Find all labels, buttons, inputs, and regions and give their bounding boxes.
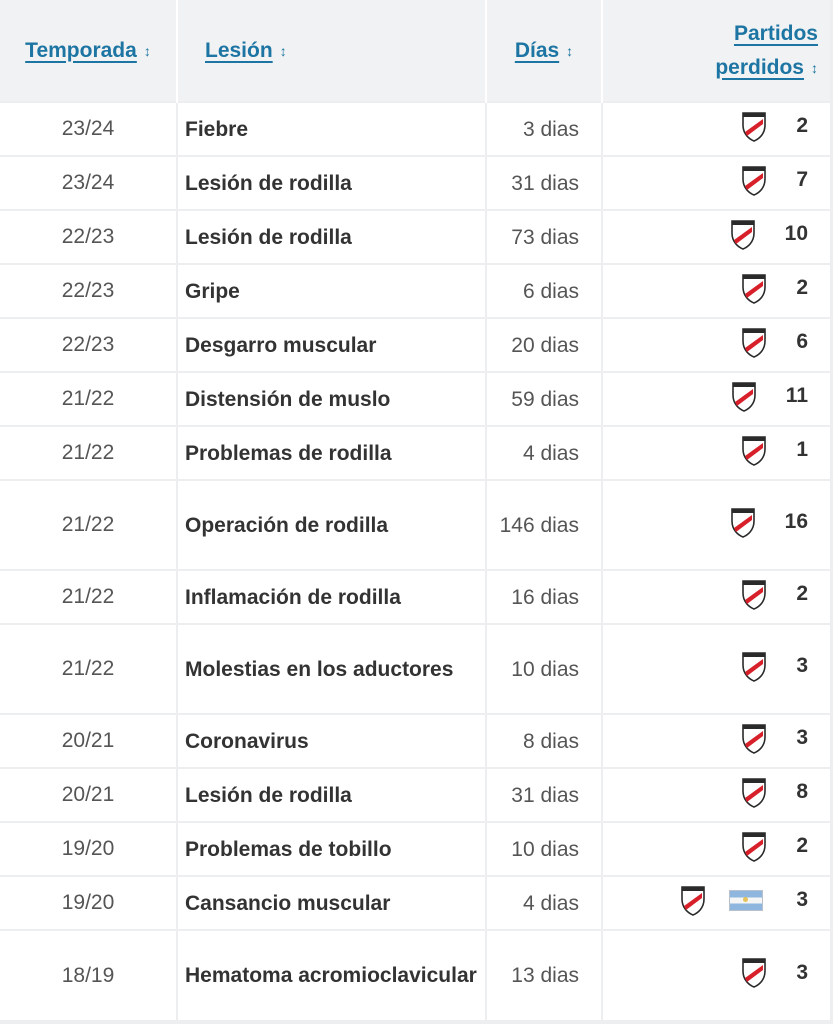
days-cell: 8 dias	[486, 714, 602, 768]
games-missed-content	[742, 327, 808, 358]
table-row	[0, 156, 830, 210]
season-cell: 20/21	[0, 714, 177, 768]
games-missed-count: 3	[796, 960, 808, 984]
table-row	[0, 714, 830, 768]
injury-cell: Fiebre	[177, 102, 486, 156]
header-games-missed[interactable]	[602, 0, 830, 102]
games-missed-cell	[602, 822, 830, 876]
games-missed-cell	[602, 372, 830, 426]
header-row	[0, 0, 830, 102]
games-missed-cell	[602, 210, 830, 264]
games-missed-content	[742, 777, 808, 808]
days-cell: 146 dias	[486, 480, 602, 570]
table-header	[0, 0, 830, 102]
table-row	[0, 768, 830, 822]
sort-icon[interactable]: ↕	[143, 42, 151, 59]
games-missed-count: 7	[796, 168, 808, 191]
games-missed-count: 2	[796, 582, 808, 605]
injury-cell: Molestias en los aductores	[177, 624, 486, 714]
games-missed-count: 3	[796, 654, 808, 677]
games-missed-content	[742, 273, 808, 304]
days-cell: 13 dias	[486, 930, 602, 1020]
table-row	[0, 822, 830, 876]
games-missed-count: 8	[796, 780, 808, 803]
games-missed-cell	[602, 768, 830, 822]
games-missed-count: 6	[796, 330, 808, 353]
club-crest-icon[interactable]	[731, 219, 755, 250]
club-crest-icon[interactable]	[742, 579, 766, 610]
days-cell: 16 dias	[486, 570, 602, 624]
injury-cell: Lesión de rodilla	[177, 156, 486, 210]
season-cell: 21/22	[0, 372, 177, 426]
days-cell: 4 dias	[486, 876, 602, 930]
header-games-line1[interactable]: Partidos	[733, 21, 818, 45]
injury-cell: Desgarro muscular	[177, 318, 486, 372]
days-cell: 10 dias	[486, 822, 602, 876]
club-crest-icon[interactable]	[742, 327, 766, 358]
season-cell: 21/22	[0, 480, 177, 570]
games-missed-count: 2	[796, 114, 808, 137]
table-row	[0, 930, 830, 1020]
games-missed-cell	[602, 318, 830, 372]
season-cell: 20/21	[0, 768, 177, 822]
season-cell: 19/20	[0, 822, 177, 876]
games-missed-content	[681, 885, 808, 916]
club-crest-icon[interactable]	[742, 273, 766, 304]
club-crest-icon[interactable]	[742, 723, 766, 754]
table-row	[0, 264, 830, 318]
games-missed-cell	[602, 714, 830, 768]
games-missed-content	[742, 723, 808, 754]
table-row	[0, 372, 830, 426]
games-missed-cell	[602, 930, 830, 1020]
days-cell: 10 dias	[486, 624, 602, 714]
header-season-label[interactable]: Temporada	[25, 38, 137, 62]
games-missed-content	[742, 165, 808, 196]
games-missed-cell	[602, 264, 830, 318]
sort-icon[interactable]: ↕	[279, 42, 287, 59]
season-cell: 23/24	[0, 102, 177, 156]
season-cell: 21/22	[0, 426, 177, 480]
injury-cell: Problemas de rodilla	[177, 426, 486, 480]
season-cell: 21/22	[0, 570, 177, 624]
games-missed-cell	[602, 480, 830, 570]
days-cell: 6 dias	[486, 264, 602, 318]
header-days[interactable]	[486, 0, 602, 102]
days-cell: 4 dias	[486, 426, 602, 480]
season-cell: 22/23	[0, 318, 177, 372]
injury-cell: Operación de rodilla	[177, 480, 486, 570]
season-cell: 21/22	[0, 624, 177, 714]
days-cell: 73 dias	[486, 210, 602, 264]
club-crest-icon[interactable]	[742, 831, 766, 862]
club-crest-icon[interactable]	[742, 435, 766, 466]
injury-cell: Problemas de tobillo	[177, 822, 486, 876]
games-missed-content	[742, 831, 808, 862]
club-crest-icon[interactable]	[742, 165, 766, 196]
days-cell: 59 dias	[486, 372, 602, 426]
season-cell: 18/19	[0, 930, 177, 1020]
season-cell: 22/23	[0, 264, 177, 318]
club-crest-icon[interactable]	[742, 651, 766, 682]
games-missed-cell	[602, 156, 830, 210]
games-missed-cell	[602, 570, 830, 624]
season-cell: 22/23	[0, 210, 177, 264]
injury-cell: Lesión de rodilla	[177, 210, 486, 264]
header-injury-label[interactable]: Lesión	[205, 38, 273, 62]
argentina-flag-icon[interactable]	[729, 890, 763, 911]
injury-cell: Coronavirus	[177, 714, 486, 768]
games-missed-content	[742, 111, 808, 142]
club-crest-icon[interactable]	[732, 381, 756, 412]
club-crest-icon[interactable]	[681, 885, 705, 916]
club-crest-icon[interactable]	[742, 957, 766, 988]
injury-cell: Inflamación de rodilla	[177, 570, 486, 624]
days-cell: 3 dias	[486, 102, 602, 156]
games-missed-count: 2	[796, 276, 808, 299]
table-row	[0, 876, 830, 930]
games-missed-content	[742, 435, 808, 466]
header-days-label[interactable]: Días	[514, 38, 560, 62]
table-row	[0, 102, 830, 156]
games-missed-count: 3	[796, 888, 808, 911]
injury-cell: Distensión de muslo	[177, 372, 486, 426]
games-missed-cell	[602, 624, 830, 714]
table-row	[0, 570, 830, 624]
season-cell: 23/24	[0, 156, 177, 210]
games-missed-count: 11	[785, 384, 808, 407]
table-row	[0, 480, 830, 570]
games-missed-count: 16	[784, 510, 808, 533]
table-row	[0, 426, 830, 480]
days-cell: 31 dias	[486, 768, 602, 822]
injury-cell: Lesión de rodilla	[177, 768, 486, 822]
days-cell: 20 dias	[486, 318, 602, 372]
season-cell: 19/20	[0, 876, 177, 930]
games-missed-content	[732, 381, 808, 412]
club-crest-icon[interactable]	[742, 777, 766, 808]
games-missed-cell	[602, 426, 830, 480]
games-missed-content	[742, 957, 808, 988]
games-missed-content	[731, 219, 808, 250]
club-crest-icon[interactable]	[731, 507, 755, 538]
games-missed-content	[742, 579, 808, 610]
games-missed-cell	[602, 876, 830, 930]
injury-cell: Cansancio muscular	[177, 876, 486, 930]
sort-icon[interactable]: ↕	[811, 59, 818, 76]
games-missed-count: 3	[796, 726, 808, 749]
table-row	[0, 210, 830, 264]
games-missed-content	[742, 651, 808, 682]
games-missed-content	[731, 507, 808, 538]
table-row	[0, 624, 830, 714]
days-cell: 31 dias	[486, 156, 602, 210]
sort-icon[interactable]: ↕	[566, 42, 574, 59]
games-missed-count: 10	[784, 222, 808, 245]
injury-cell: Hematoma acromioclavicular	[177, 930, 486, 1020]
header-games-line2[interactable]: perdidos	[715, 55, 804, 79]
header-injury[interactable]	[177, 0, 486, 102]
games-missed-count: 2	[796, 834, 808, 857]
injury-cell: Gripe	[177, 264, 486, 318]
games-missed-count: 1	[796, 438, 808, 461]
header-season[interactable]	[0, 0, 177, 102]
club-crest-icon[interactable]	[742, 111, 766, 142]
games-missed-cell	[602, 102, 830, 156]
table-row	[0, 318, 830, 372]
table-body	[0, 102, 830, 1020]
